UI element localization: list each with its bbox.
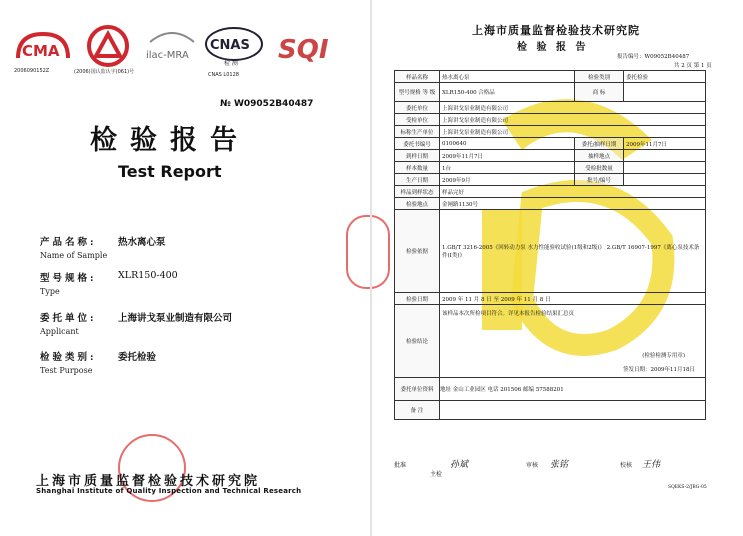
table-row: 样品名称 热水离心泵 检验类别 委托检验 bbox=[395, 71, 706, 83]
table-row: 受检单位 上海讲戈泵业制造有限公司 bbox=[395, 114, 706, 126]
test-purpose-value: 委托检验 bbox=[118, 352, 157, 363]
cma-caption: 2006090152Z bbox=[14, 68, 50, 74]
institute-name-cn: 上海市质量监督检验技术研究院 bbox=[36, 474, 261, 489]
table-row: 样品到样状态 样品完好 bbox=[395, 186, 706, 198]
form-code: SQEKS-2/JBG-05 bbox=[668, 485, 707, 490]
detail-report-number: 报告编号：W09052B40487 bbox=[617, 54, 690, 60]
institute-name-en: Shanghai Institute of Quality Inspection and Technical Research bbox=[36, 487, 302, 495]
detail-page: 上海市质量监督检验技术研究院 检 验 报 告 报告编号：W09052B40487 共 2 页 第 1 页 样品名称 热水离心泵 检验类别 委托检验 型号规格 等 级 XLR150-400 合格品 商 标 委托单位 上海讲戈泵业制造有限公司 受检单位 上海讲戈泵业制造有限公司 标称生产单位 上海讲戈泵业制造有限公司 委托书编号 0100640 委托/抽样日期 2009年11月7日 到样日期 2009年11月7日 抽样地点 样本数量 1台 受检批数量 生产日期 2009年9月 批号/编号 样品到样状态 样品完好 检验地点 金闸路1130号 检验依据 1.GB/T 3216-2005《回转动力泵 水力性能验收试验(1级和2级)》 2.GB/T 16907-1997《离心泵技术条件(I类)》 检验日期 2009 年 11 月 8 日 至 2009 年 11 月 8 日 检验结论 该样品本次所检项目符合。详见本报告检验结果汇总页 (检验检测专用章) 签发日期：2009年11月18日 委托单位资料 地址 金山工业园区 电话 201506 邮编 57588201 备 注 批准 孙斌 主检 审核 张铭 校核 王伟 SQEKS-2/JBG-05 bbox=[394, 24, 712, 490]
sign-date: 签发日期：2009年11月18日 bbox=[623, 367, 695, 373]
report-title-cn: 检验报告 bbox=[90, 125, 250, 156]
report-table bbox=[394, 70, 706, 420]
report-number: № W09052B40487 bbox=[220, 99, 314, 109]
detail-institute: 上海市质量监督检验技术研究院 bbox=[472, 24, 640, 37]
applicant-value: 上海讲戈泵业制造有限公司 bbox=[118, 313, 233, 324]
seal-note: (检验检测专用章) bbox=[642, 353, 685, 359]
cma-logo bbox=[14, 30, 72, 64]
report-title-en: Test Report bbox=[118, 162, 222, 181]
cal-logo bbox=[84, 24, 132, 68]
svg-text:CMA: CMA bbox=[22, 42, 60, 60]
table-row: 生产日期 2009年9月 批号/编号 bbox=[395, 174, 706, 186]
ilac-logo bbox=[142, 28, 202, 66]
field-sample-name: 产品名称: Name of Sample 热水离心泵 bbox=[40, 234, 107, 260]
table-row: 检验结论 该样品本次所检项目符合。详见本报告检验结果汇总页 (检验检测专用章) 签发日期：2009年11月18日 bbox=[395, 305, 706, 378]
table-row: 委托单位 上海讲戈泵业制造有限公司 bbox=[395, 102, 706, 114]
table-row: 型号规格 等 级 XLR150-400 合格品 商 标 bbox=[395, 83, 706, 102]
check-signature: 王伟 bbox=[642, 460, 661, 470]
sqi-logo bbox=[276, 30, 336, 66]
table-row: 委托书编号 0100640 委托/抽样日期 2009年11月7日 bbox=[395, 138, 706, 150]
conclusion-text: 该样品本次所检项目符合。详见本报告检验结果汇总页 bbox=[442, 311, 575, 317]
cal-caption: (2006)国认监认字(061)号 bbox=[74, 69, 135, 75]
field-test-purpose: 检验类别: Test Purpose 委托检验 bbox=[40, 349, 97, 375]
field-type: 型号规格: Type XLR150-400 bbox=[40, 270, 178, 296]
table-row: 备 注 bbox=[395, 401, 706, 420]
type-value: XLR150-400 bbox=[118, 270, 178, 281]
cnas-logo bbox=[204, 24, 264, 68]
svg-text:CNAS: CNAS bbox=[210, 38, 250, 53]
table-row: 到样日期 2009年11月7日 抽样地点 bbox=[395, 150, 706, 162]
approve-signature: 孙斌 bbox=[450, 460, 469, 470]
table-row: 标称生产单位 上海讲戈泵业制造有限公司 bbox=[395, 126, 706, 138]
detail-title: 检 验 报 告 bbox=[517, 42, 589, 53]
accreditation-logos bbox=[14, 24, 344, 84]
table-row: 检验日期 2009 年 11 月 8 日 至 2009 年 11 月 8 日 bbox=[395, 293, 706, 305]
page-indicator: 共 2 页 第 1 页 bbox=[674, 63, 712, 69]
field-applicant: 委托单位: Applicant 上海讲戈泵业制造有限公司 bbox=[40, 310, 97, 336]
cover-page bbox=[0, 0, 370, 536]
svg-text:ilac-MRA: ilac-MRA bbox=[146, 50, 189, 61]
table-row: 检验地点 金闸路1130号 bbox=[395, 198, 706, 210]
table-row: 委托单位资料 地址 金山工业园区 电话 201506 邮编 57588201 bbox=[395, 378, 706, 401]
review-signature: 张铭 bbox=[550, 460, 569, 470]
table-row: 检验依据 1.GB/T 3216-2005《回转动力泵 水力性能验收试验(1级和2级)》 2.GB/T 16907-1997《离心泵技术条件(I类)》 bbox=[395, 210, 706, 293]
table-row: 样本数量 1台 受检批数量 bbox=[395, 162, 706, 174]
svg-text:SQI: SQI bbox=[278, 35, 329, 65]
svg-text:检 测: 检 测 bbox=[224, 60, 238, 67]
sample-name-value: 热水离心泵 bbox=[118, 237, 166, 248]
cnas-caption: CNAS L0128 bbox=[208, 72, 239, 78]
